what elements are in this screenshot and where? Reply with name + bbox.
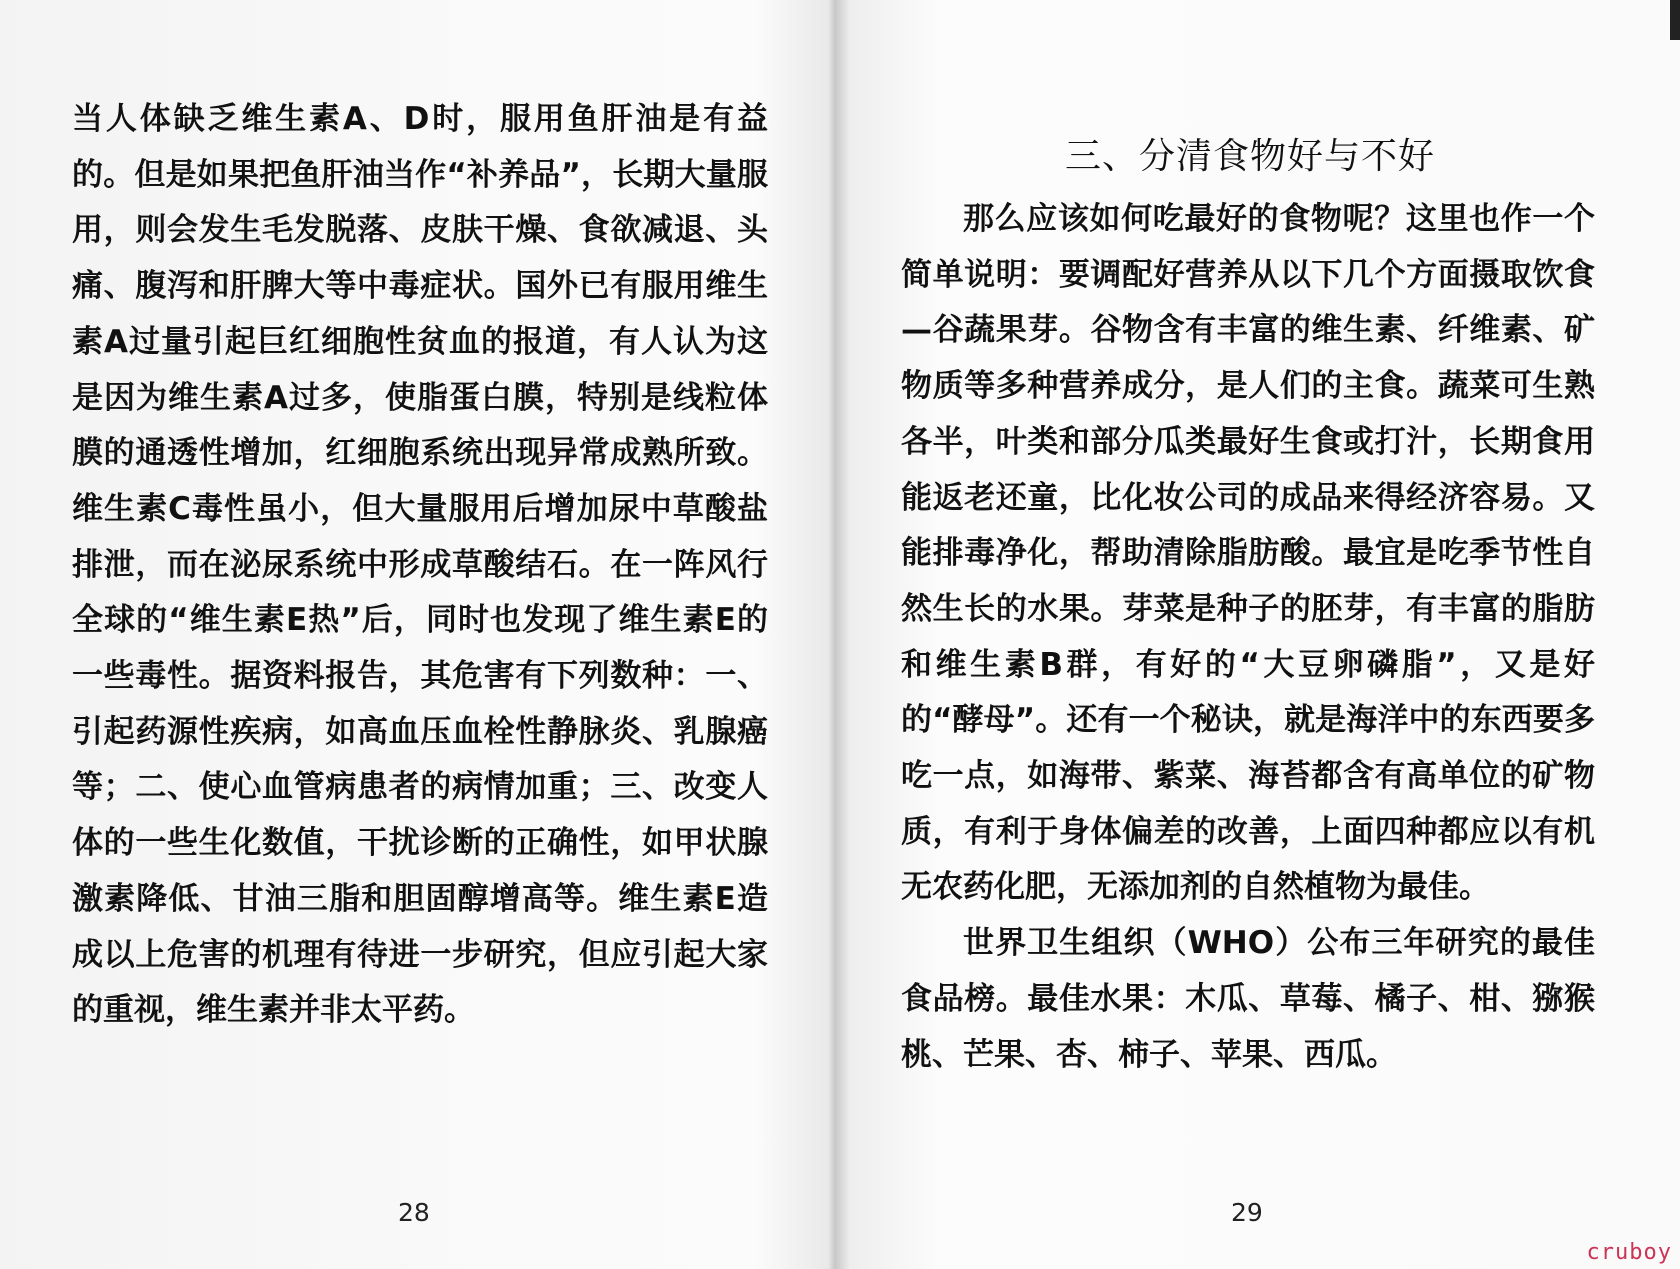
left-page — [0, 0, 826, 1269]
left-page-body: 当人体缺乏维生素A、D时，服用鱼肝油是有益的。但是如果把鱼肝油当作“补养品”，长期大量服用，则会发生毛发脱落、皮肤干燥、食欲减退、头痛、腹泻和肝脾大等中毒症状。国外已有服用维生素A过量引起巨红细胞性贫血的报道，有人认为这是因为维生素A过多，使脂蛋白膜，特别是线粒体膜的通透性增加，红细胞系统出现异常成熟所致。维生素C毒性虽小，但大量服用后增加尿中草酸盐排泄，而在泌尿系统中形成草酸结石。在一阵风行全球的“维生素E热”后，同时也发现了维生素E的一些毒性。据资料报告，其危害有下列数种：一、引起药源性疾病，如高血压血栓性静脉炎、乳腺癌等；二、使心血管病患者的病情加重；三、改变人体的一些生化数值，干扰诊断的正确性，如甲状腺激素降低、甘油三脂和胆固醇增高等。维生素E造成以上危害的机理有待进一步研究，但应引起大家的重视，维生素并非太平药。 — [72, 101, 768, 1029]
right-page-number: 29 — [1231, 1198, 1263, 1227]
paragraph-1: 那么应该如何吃最好的食物呢？这里也作一个简单说明：要调配好营养从以下几个方面摄取饮食—谷蔬果芽。谷物含有丰富的维生素、纤维素、矿物质等多种营养成分，是人们的主食。蔬菜可生熟各半，叶类和部分瓜类最好生食或打汁，长期食用能返老还童，比化妆公司的成品来得经济容易。又能排毒净化，帮助清除脂肪酸。最宜是吃季节性自然生长的水果。芽菜是种子的胚芽，有丰富的脂肪和维生素B群，有好的“大豆卵磷脂”，又是好的“酵母”。还有一个秘诀，就是海洋中的东西要多吃一点，如海带、紫菜、海苔都含有高单位的矿物质，有利于身体偏差的改善，上面四种都应以有机无农药化肥，无添加剂的自然植物为最佳。 — [901, 201, 1595, 906]
right-page-body — [901, 192, 1595, 1083]
paragraph-2: 世界卫生组织（WHO）公布三年研究的最佳食品榜。最佳水果：木瓜、草莓、橘子、柑、猕猴桃、芒果、杏、柿子、苹果、西瓜。 — [901, 925, 1595, 1073]
section-title: 三、分清食物好与不好 — [1064, 136, 1435, 177]
left-page-number: 28 — [398, 1198, 430, 1227]
watermark: cruboy — [1586, 1240, 1672, 1265]
right-page — [835, 0, 1680, 1269]
